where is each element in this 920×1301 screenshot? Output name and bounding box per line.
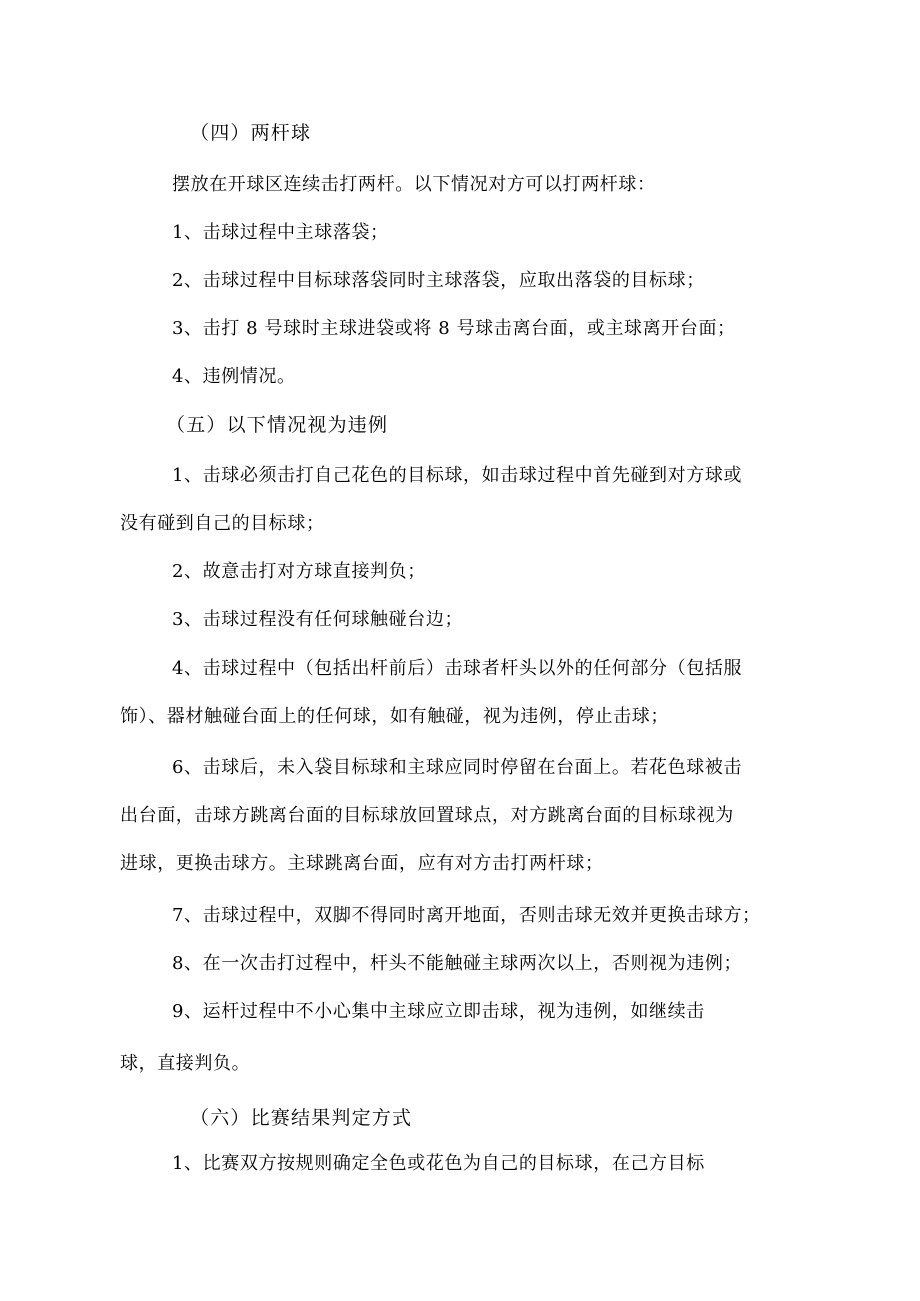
section-heading-4: （四）两杆球: [190, 122, 312, 144]
section-heading-5: （五）以下情况视为违例: [166, 414, 389, 436]
section5-item9-line1: 9、运杆过程中不小心集中主球应立即击球，视为违例，如继续击: [172, 1001, 705, 1022]
section5-item-7: 7、击球过程中，双脚不得同时离开地面，否则击球无效并更换击球方；: [172, 905, 761, 926]
section5-item-3: 3、击球过程没有任何球触碰台边；: [172, 609, 464, 630]
section5-item6-line2: 出台面，击球方跳离台面的目标球放回置球点，对方跳离台面的目标球视为: [120, 805, 734, 826]
section5-item9-line2: 球，直接判负。: [120, 1053, 251, 1074]
section5-item1-line1: 1、击球必须击打自己花色的目标球，如击球过程中首先碰到对方球或: [172, 465, 743, 486]
section5-item1-line2: 没有碰到自己的目标球；: [120, 513, 325, 534]
section4-intro: 摆放在开球区连续击打两杆。以下情况对方可以打两杆球：: [172, 174, 656, 195]
section5-item-2: 2、故意击打对方球直接判负；: [172, 561, 426, 582]
section5-item6-line3: 进球，更换击球方。主球跳离台面，应有对方击打两杆球；: [120, 853, 604, 874]
section4-item-2: 2、击球过程中目标球落袋同时主球落袋，应取出落袋的目标球；: [172, 270, 705, 291]
section4-item-3: 3、击打 8 号球时主球进袋或将 8 号球击离台面，或主球离开台面；: [172, 318, 736, 339]
section-heading-6: （六）比赛结果判定方式: [190, 1107, 413, 1129]
section5-item6-line1: 6、击球后，未入袋目标球和主球应同时停留在台面上。若花色球被击: [172, 757, 743, 778]
section5-item-8: 8、在一次击打过程中，杆头不能触碰主球两次以上，否则视为违例；: [172, 953, 743, 974]
section5-item4-line2: 饰）、器材触碰台面上的任何球，如有触碰，视为违例，停止击球；: [120, 706, 669, 727]
section4-item-1: 1、击球过程中主球落袋；: [172, 222, 389, 243]
section5-item4-line1: 4、击球过程中（包括出杆前后）击球者杆头以外的任何部分（包括服: [172, 658, 743, 679]
section6-item1-line1: 1、比赛双方按规则确定全色或花色为自己的目标球，在己方目标: [172, 1153, 705, 1174]
section4-item-4: 4、违例情况。: [172, 366, 296, 387]
